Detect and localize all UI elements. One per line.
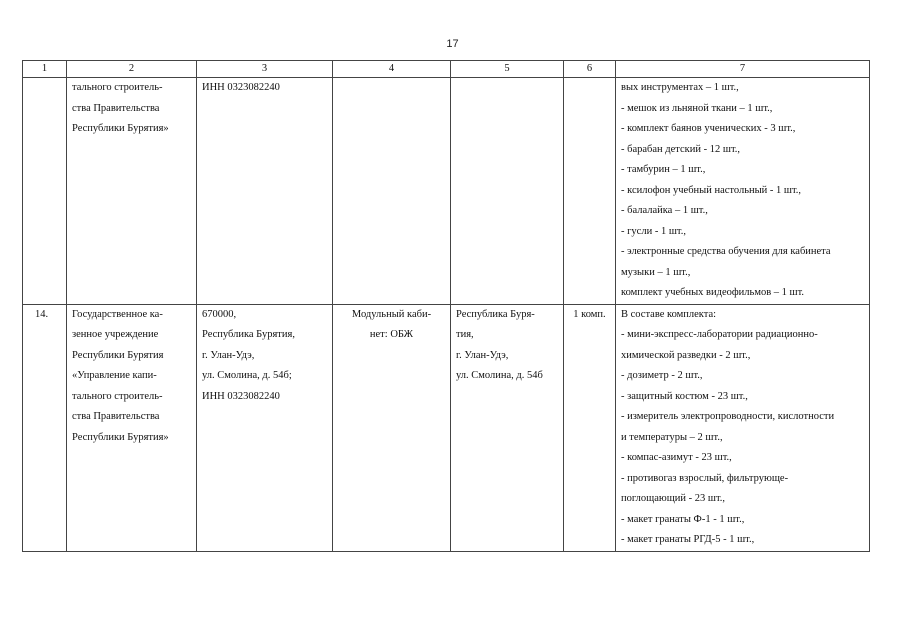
cell-text-line: 670000, xyxy=(202,308,237,320)
address-cell xyxy=(197,78,333,305)
cell-text-line: ства Правительства xyxy=(72,102,160,114)
cell-text-line: поглощающий - 23 шт., xyxy=(621,493,726,504)
cell-text-line: - измеритель электропроводности, кислотности xyxy=(621,411,835,422)
header-cell: 2 xyxy=(67,61,197,78)
cell-text-line: - компас-азимут - 23 шт., xyxy=(621,452,732,463)
cell-text-line: нет: ОБЖ xyxy=(369,329,414,340)
header-cell: 1 xyxy=(23,61,67,78)
cell-text-line: тия, xyxy=(456,329,474,340)
cell-text-line: - мини-экспресс-лаборатории радиационно- xyxy=(621,329,818,340)
cell-text-line: ИНН 0323082240 xyxy=(202,390,280,402)
cell-text-line: - комплект баянов ученических - 3 шт., xyxy=(621,123,796,134)
header-cell: 3 xyxy=(197,61,333,78)
object-cell xyxy=(333,304,451,551)
cell-text-line: - гусли - 1 шт., xyxy=(621,225,686,237)
row-number-cell: 14. xyxy=(23,304,67,551)
cell-text-line: - балалайка – 1 шт., xyxy=(621,205,708,216)
composition-cell xyxy=(616,78,870,305)
cell-text-line: Республика Буря- xyxy=(456,308,535,320)
cell-text-line: ства Правительства xyxy=(72,411,160,422)
location-cell xyxy=(451,304,564,551)
table-header-row xyxy=(23,61,870,78)
cell-text-line: и температуры – 2 шт., xyxy=(621,431,723,443)
header-cell: 6 xyxy=(564,61,616,78)
cell-text-line: - тамбурин – 1 шт., xyxy=(621,164,706,175)
cell-text-line: тального строитель- xyxy=(72,82,163,93)
cell-text-line: вых инструментах – 1 шт., xyxy=(621,82,739,93)
cell-text-line: В составе комплекта: xyxy=(621,308,717,320)
header-cell: 7 xyxy=(616,61,870,78)
cell-text-line: Республики Бурятия xyxy=(72,349,164,361)
cell-text-line: - ксилофон учебный настольный - 1 шт., xyxy=(621,184,802,196)
header-cell: 4 xyxy=(333,61,451,78)
header-cell: 5 xyxy=(451,61,564,78)
table-row xyxy=(23,78,870,305)
cell-text-line: - электронные средства обучения для кабинета xyxy=(621,246,831,257)
composition-cell xyxy=(616,304,870,551)
row-number-cell xyxy=(23,78,67,305)
page-number: 17 xyxy=(446,38,459,50)
table-row xyxy=(23,304,870,551)
cell-text-line: зенное учреждение xyxy=(72,329,159,340)
cell-text-line: тального строитель- xyxy=(72,390,163,402)
cell-text-line: химической разведки - 2 шт., xyxy=(621,349,751,361)
cell-text-line: - макет гранаты РГД-5 - 1 шт., xyxy=(621,534,755,545)
organization-cell xyxy=(67,304,197,551)
cell-text-line: - мешок из льняной ткани – 1 шт., xyxy=(621,102,773,114)
cell-text-line: г. Улан-Удэ, xyxy=(456,349,509,361)
cell-text-line: ИНН 0323082240 xyxy=(202,82,280,93)
cell-text-line: Республики Бурятия» xyxy=(72,431,169,443)
quantity-cell xyxy=(564,78,616,305)
cell-text-line: - макет гранаты Ф-1 - 1 шт., xyxy=(621,513,745,525)
cell-text-line: комплект учебных видеофильмов – 1 шт. xyxy=(621,287,805,298)
cell-text-line: г. Улан-Удэ, xyxy=(202,349,255,361)
cell-text-line: - барабан детский - 12 шт., xyxy=(621,143,741,155)
cell-text-line: ул. Смолина, д. 54б xyxy=(456,370,543,381)
address-cell xyxy=(197,304,333,551)
cell-text-line: Государственное ка- xyxy=(72,308,163,320)
cell-text-line: - противогаз взрослый, фильтрующе- xyxy=(621,472,789,484)
location-cell xyxy=(451,78,564,305)
cell-text-line: Республика Бурятия, xyxy=(202,329,295,340)
cell-text-line: Модульный каби- xyxy=(351,308,432,320)
organization-cell xyxy=(67,78,197,305)
object-cell xyxy=(333,78,451,305)
cell-text-line: - защитный костюм - 23 шт., xyxy=(621,390,748,402)
cell-text-line: - дозиметр - 2 шт., xyxy=(621,370,703,381)
cell-text-line: музыки – 1 шт., xyxy=(621,266,691,278)
cell-text-line: «Управление капи- xyxy=(72,370,157,381)
quantity-cell: 1 комп. xyxy=(564,304,616,551)
cell-text-line: Республики Бурятия» xyxy=(72,123,169,134)
equipment-table xyxy=(22,60,870,552)
cell-text-line: ул. Смолина, д. 54б; xyxy=(202,370,292,381)
